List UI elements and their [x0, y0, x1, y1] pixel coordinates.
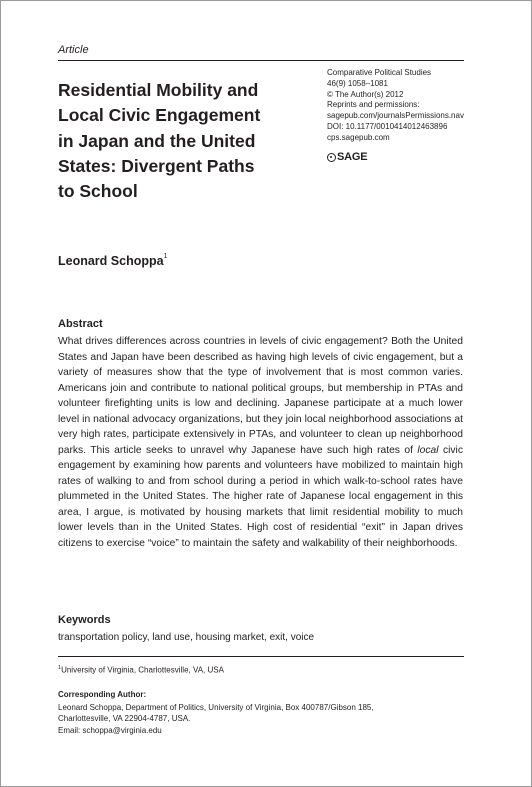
corresponding-city: Charlottesville, VA 22904-4787, USA.: [58, 714, 191, 724]
corresponding-email[interactable]: Email: schoppa@virginia.edu: [58, 725, 162, 735]
corresponding-author-details: [58, 702, 468, 736]
affiliation-text: University of Virginia, Charlottesville, VA, USA: [61, 665, 224, 675]
footnote-rule: [58, 656, 464, 657]
journal-site-link[interactable]: cps.sagepub.com: [327, 132, 390, 142]
doi[interactable]: DOI: 10.1177/0010414012463896: [327, 121, 448, 131]
article-type-label: Article: [58, 44, 89, 56]
title-line: to School: [58, 181, 138, 202]
title-line: Residential Mobility and: [58, 80, 259, 100]
affiliation-footnote: [58, 665, 224, 675]
sage-logo-icon: [327, 153, 336, 162]
copyright: © The Author(s) 2012: [327, 89, 404, 99]
author-name: [58, 254, 167, 268]
author-footnote-mark: 1: [163, 253, 168, 260]
journal-name: Comparative Political Studies: [327, 68, 432, 77]
affiliation-mark: 1: [58, 665, 62, 671]
abstract-text-part: What drives differences across countries in levels of civic engagement? Both the United States and Japan have been described as having high levels of civic engagement, but a variety of measures show that the type of involvement that is most common varies. Americans join and contribute to national political groups, but membership in PTAs and volunteer firefighting units is low and declining. Japanese participate at a much lower level in national advocacy organizations, but they join local neighborhood associations at very high rates, participate extensively in PTAs, and volunteer to clean up neighborhood parks. This article seeks to unravel why Japanese have such high rates of: [58, 336, 463, 456]
volume-issue: 46(9) 1058–1081: [327, 78, 388, 88]
abstract-italic-word: local: [417, 444, 439, 456]
title-line: States: Divergent Paths: [58, 155, 255, 176]
header-rule: [58, 60, 464, 61]
publisher-name: SAGE: [337, 151, 368, 163]
reprints-label: Reprints and permissions:: [327, 100, 420, 110]
abstract-text: [58, 334, 463, 551]
title-line: in Japan and the United: [58, 130, 256, 151]
keywords-text: transportation policy, land use, housing market, exit, voice: [58, 632, 315, 643]
title-line: Local Civic Engagement: [58, 105, 261, 126]
corresponding-address: Leonard Schoppa, Department of Politics, University of Virginia, Box 400787/Gibson 185,: [58, 703, 374, 712]
abstract-heading: Abstract: [58, 318, 103, 330]
journal-meta: [327, 68, 507, 144]
author-name-text: Leonard Schoppa: [58, 254, 164, 268]
corresponding-author-heading: Corresponding Author:: [58, 690, 147, 699]
keywords-heading: Keywords: [58, 614, 111, 626]
abstract-text-part: civic engagement by examining how parents and volunteers have mobilized to maintain high rates of walking to and from school during a period in which walk-to-school rates have plummeted in the United States. The higher rate of Japanese local engagement in this area, I argue, is motivated by housing markets that limit residential mobility to much lower levels than in the United States. High cost of residential “exit” in Japan drives citizens to exercise “voice” to maintain the safety and walkability of their neighborhoods.: [58, 444, 463, 549]
article-title: [58, 78, 320, 204]
reprints-link[interactable]: sagepub.com/journalsPermissions.nav: [327, 111, 464, 121]
publisher-logo: [327, 151, 367, 163]
